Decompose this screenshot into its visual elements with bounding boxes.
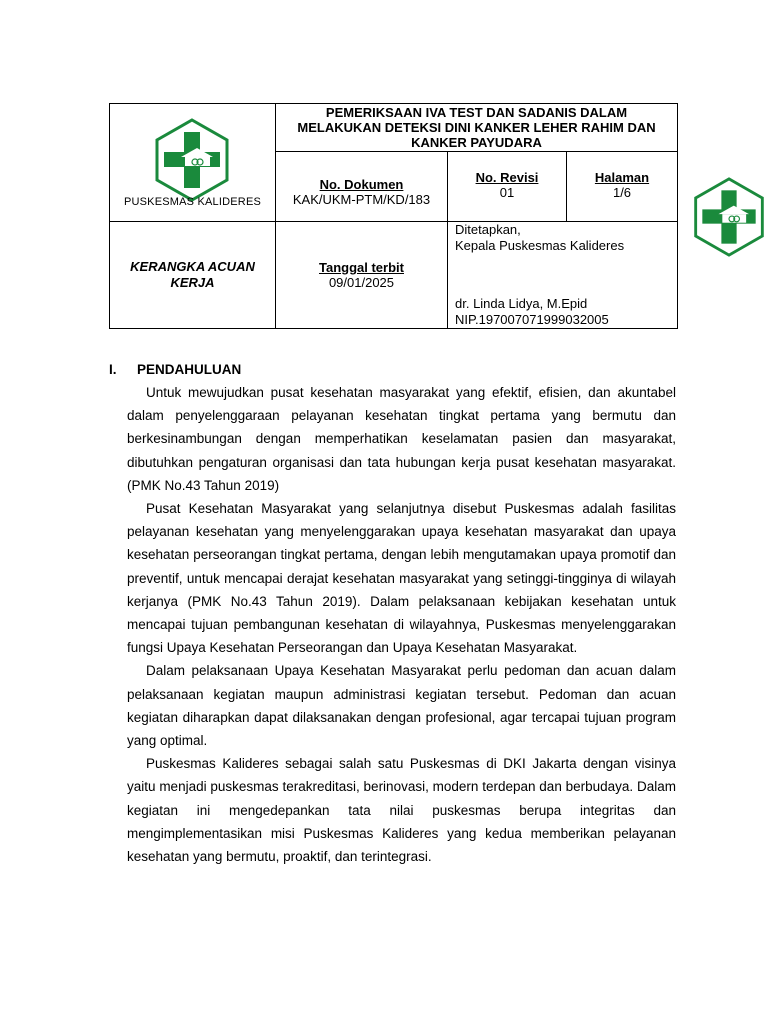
section-heading-text: PENDAHULUAN bbox=[137, 362, 242, 377]
revision-cell bbox=[448, 152, 567, 222]
organization-name: PUSKESMAS KALIDERES bbox=[123, 196, 262, 208]
paragraph: Pusat Kesehatan Masyarakat yang selanjutnya disebut Puskesmas adalah fasilitas pelayanan kesehatan yang menyelenggarakan upaya kesehatan masyarakat dan upaya kesehatan perseorangan tingkat pertama, dengan lebih mengutamakan upaya promotif dan preventif, untuk mencapai derajat kesehatan masyarakat yang setinggi-tingginya di wilayah kerjanya (PMK No.43 Tahun 2019). Dalam pelaksanaan kebijakan kesehatan untuk mencapai tujuan pembangunan kesehatan di wilayahnya, Puskesmas menyelenggarakan fungsi Upaya Kesehatan Perseorangan dan Upaya Kesehatan Masyarakat. bbox=[127, 501, 676, 656]
logo-cell bbox=[110, 104, 276, 222]
approval-line-1: Ditetapkan, bbox=[455, 222, 521, 237]
document-type bbox=[110, 222, 276, 329]
document-type-label: KERANGKA ACUAN KERJA bbox=[130, 259, 255, 290]
approval-cell bbox=[448, 222, 678, 329]
revision-label: No. Revisi bbox=[475, 170, 539, 185]
paragraph: Untuk mewujudkan pusat kesehatan masyarakat yang efektif, efisien, dan akuntabel dalam penyelenggaraan pelayanan kesehatan tingkat pertama yang bermutu dan berkesinambungan dengan memperhatikan keselamatan pasien dan masyarakat, dibutuhkan pengaturan organisasi dan tata hubungan kerja pusat kesehatan masyarakat. (PMK No.43 Tahun 2019) bbox=[127, 385, 676, 493]
paragraph: Dalam pelaksanaan Upaya Kesehatan Masyarakat perlu pedoman dan acuan dalam pelaksanaan kegiatan maupun administrasi kegiatan tersebut. Pedoman dan acuan kegiatan diharapkan dapat dilaksanakan dengan profesional, agar tercapai tujuan program yang optimal. bbox=[127, 663, 676, 749]
document-header-table bbox=[109, 103, 678, 329]
section-number: I. bbox=[109, 362, 117, 377]
paragraph: Puskesmas Kalideres sebagai salah satu Puskesmas di DKI Jakarta dengan visinya yaitu menjadi puskesmas terakreditasi, berinovasi, modern terdepan dan berbudaya. Dalam kegiatan ini mengedepankan tata nilai puskesmas berupa integritas dan mengimplementasikan misi Puskesmas Kalideres yang kedua memberikan pelayanan kesehatan yang bermutu, proaktif, dan terintegrasi. bbox=[127, 756, 676, 865]
section-body bbox=[127, 381, 676, 868]
page-value: 1/6 bbox=[612, 185, 632, 200]
signer-name: dr. Linda Lidya, M.Epid bbox=[455, 296, 588, 311]
issued-date-label: Tanggal terbit bbox=[319, 260, 404, 275]
document-title: PEMERIKSAAN IVA TEST DAN SADANIS DALAM MELAKUKAN DETEKSI DINI KANKER LEHER RAHIM DAN KANKER PAYUDARA bbox=[276, 104, 678, 152]
approval-line-2: Kepala Puskesmas Kalideres bbox=[455, 238, 625, 253]
doc-number-cell bbox=[276, 152, 448, 222]
puskesmas-logo-icon bbox=[154, 118, 230, 202]
doc-number-label: No. Dokumen bbox=[319, 177, 404, 192]
side-puskesmas-logo-icon bbox=[690, 177, 768, 257]
issued-date-cell bbox=[276, 222, 448, 329]
revision-value: 01 bbox=[499, 185, 515, 200]
doc-number-value: KAK/UKM-PTM/KD/183 bbox=[292, 192, 431, 207]
signer-nip: NIP.197007071999032005 bbox=[455, 312, 609, 327]
page-label: Halaman bbox=[594, 170, 650, 185]
page-cell bbox=[567, 152, 678, 222]
issued-date-value: 09/01/2025 bbox=[328, 275, 395, 290]
section-heading bbox=[109, 362, 241, 377]
